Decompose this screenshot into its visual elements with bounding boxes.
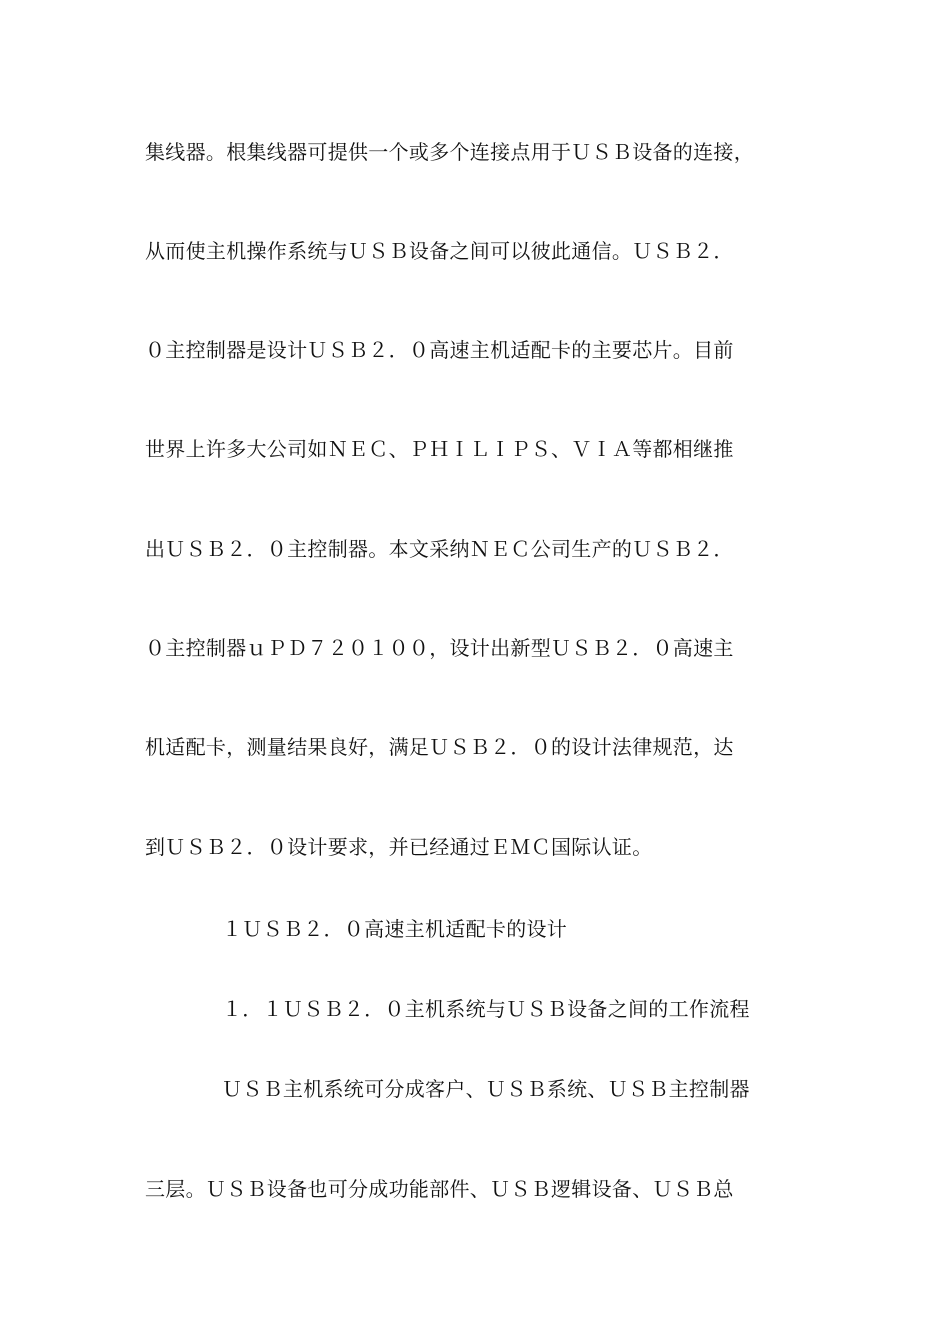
text-line-3: ０主控制器是设计ＵＳＢ２．０高速主机适配卡的主要芯片。目前 bbox=[145, 338, 734, 362]
text-line-2: 从而使主机操作系统与ＵＳＢ设备之间可以彼此通信。ＵＳＢ２． bbox=[145, 239, 734, 263]
text-line-8: 到ＵＳＢ２．０设计要求，并已经通过ＥＭＣ国际认证。 bbox=[145, 835, 653, 859]
text-line-7: 机适配卡，测量结果良好，满足ＵＳＢ２．０的设计法律规范，达 bbox=[145, 735, 734, 759]
text-line-4: 世界上许多大公司如ＮＥＣ、ＰＨＩＬＩＰＳ、ＶＩＡ等都相继推 bbox=[145, 437, 734, 461]
text-line-1: 集线器。根集线器可提供一个或多个连接点用于ＵＳＢ设备的连接， bbox=[145, 140, 754, 164]
text-line-5: 出ＵＳＢ２．０主控制器。本文采纳ＮＥＣ公司生产的ＵＳＢ２． bbox=[145, 537, 734, 561]
text-line-12: 三层。ＵＳＢ设备也可分成功能部件、ＵＳＢ逻辑设备、ＵＳＢ总 bbox=[145, 1177, 734, 1201]
subsection-heading: １．１ＵＳＢ２．０主机系统与ＵＳＢ设备之间的工作流程 bbox=[222, 997, 750, 1021]
paragraph-start-line: ＵＳＢ主机系统可分成客户、ＵＳＢ系统、ＵＳＢ主控制器 bbox=[222, 1077, 750, 1101]
text-line-6: ０主控制器ｕＰＤ７２０１００，设计出新型ＵＳＢ２．０高速主 bbox=[145, 636, 734, 660]
section-heading: １ＵＳＢ２．０高速主机适配卡的设计 bbox=[222, 917, 568, 941]
